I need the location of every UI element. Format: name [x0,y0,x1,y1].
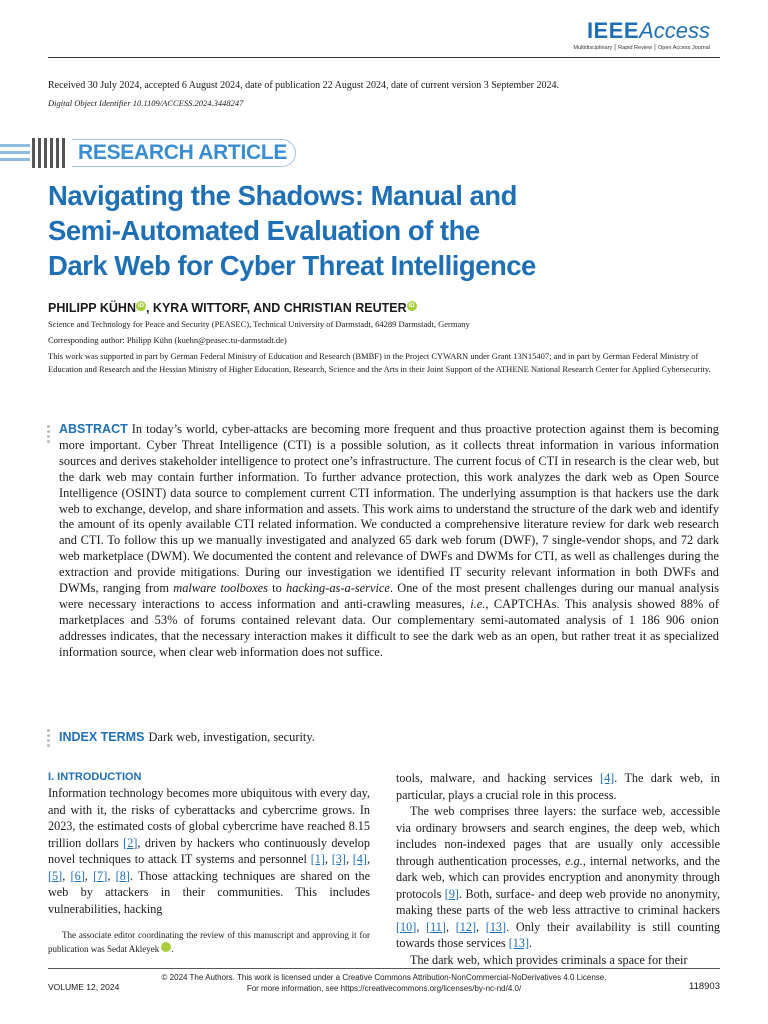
intro-text: , internal networks, and the dark web, which can provides encryption and anonymity through protocols [396,853,720,901]
research-article-banner [0,136,288,170]
intro-text: . [529,936,533,950]
index-terms-heading: INDEX TERMS [59,730,145,744]
funding-statement: This work was supported in part by German Federal Ministry of Education and Research (BMBF) in the Project CYWARN under Grant 13N15407; and in part by German Federal Ministry of Education and Research and the Hessian Ministry of Higher Education, Research, Science and the Arts in their Joint Support of the ATHENE National Research Center for Applied Cybersecurity. [48,351,711,374]
title-line: Semi-Automated Evaluation of the [48,215,480,246]
page-number: 118903 [689,981,720,992]
author-name: PHILIPP KÜHN [48,301,136,316]
abstract-text: . One of the most present challenges during our manual analysis were necessary interactions to access information and anti-crawling measures, [59,581,719,611]
index-terms-text: Dark web, investigation, security. [148,730,315,744]
intro-text: Information technology becomes more ubiquitous with every day, and with it, the risks of cyberattacks and cybercrime grows. In 2023, the estimated costs of global cybercrime have reached 8.15 trillion dollars [48,786,370,850]
citation-link[interactable]: [4] [600,771,615,785]
intro-text: , driven by hackers who continuously develop novel techniques to attack IT systems and personnel [48,835,370,866]
author-names-rest: , KYRA WITTORF, AND CHRISTIAN REUTER [145,301,407,316]
volume-label: VOLUME 12, 2024 [48,982,120,992]
title-line: Navigating the Shadows: Manual and [48,180,517,211]
abstract-dots-icon [47,425,51,445]
citation-link[interactable]: [8] [115,868,130,883]
doi-line[interactable]: Digital Object Identifier 10.1109/ACCESS.2024.3448247 [48,98,244,108]
intro-text: . The dark web, in particular, plays a crucial role in this process. [396,771,720,802]
abstract-text: to [267,581,287,596]
journal-logo [573,20,710,51]
banner-label: RESEARCH ARTICLE [72,139,296,167]
license-line: © 2024 The Authors. This work is licensed under a Creative Commons Attribution-NonCommercial-NoDerivatives 4.0 License. [161,973,607,982]
paper-title [48,178,688,283]
intro-text: . Only their availability is still counting towards those services [396,919,721,950]
abstract-text: , CAPTCHAs. This analysis showed 88% of marketplaces and 53% of forums contained relevant data. Our complementary semi-automated analysis of 1 186 906 onion addresses indicates, that the necessary interaction makes it difficult to see the dark web as an open, but rather treat it as specialized information source, when clear web information does not suffice. [59,596,719,659]
abstract-emphasis: i.e. [470,596,486,611]
abstract-text: In today’s world, cyber-attacks are becoming more frequent and thus proactive protection against them is becoming more important. Cyber Threat Intelligence (CTI) is a possible solution, as it collects threat information in various information sources and derives stakeholder intelligence to protect one’s infrastructure. The current focus of CTI in research is the clear web, but the dark web may contain further information. To further advance protection, this work analyzes the dark web as Open Source Intelligence (OSINT) data source to complement current CTI information. The underlying assumption is that hackers use the dark web to exchange, develop, and share information and assets. This work aims to understand the structure of the dark web and identify the amount of its openly available CTI related information. We conducted a comprehensive literature review for dark web research and CTI. To follow this up we manually investigated and analyzed 65 dark web forum (DWF), 7 single-vendor shops, and 72 dark web marketplace (DWM). We documented the content and relevance of DWFs and DWMs for CTI, as well as challenges during the extraction and provide mitigations. During our investigation we identified IT security relevant information in both DWFs and DWMs, ranging from [59,422,719,596]
citation-link[interactable]: [13] [508,936,530,950]
index-terms [59,730,315,745]
journal-logo-ieee: IEEE [586,18,640,43]
intro-paragraph [396,770,720,803]
editor-note-text: The associate editor coordinating the review of this manuscript and approving it for publication was Sedat Akleyek [48,930,370,954]
corresponding-author: Corresponding author: Philipp Kühn (kuehn@peasec.tu-darmstadt.de) [48,335,287,345]
footer-divider [48,968,720,969]
intro-text: The web comprises three layers: the surface web, accessible via ordinary browsers and search engines, the deep web, which includes non-indexed pages that are usually only accessible through authentication processes, [396,804,720,868]
license-url[interactable]: For more information, see https://creativecommons.org/licenses/by-nc-nd/4.0/ [246,984,522,993]
citation-link[interactable]: [13] [485,919,507,934]
journal-tagline: Multidisciplinary ⎮ Rapid Review ⎮ Open Access Journal [573,45,710,51]
citation-link[interactable]: [6] [70,868,85,883]
citation-link[interactable]: [4] [352,852,367,866]
citation-link[interactable]: [9] [444,886,459,901]
intro-paragraph: The web comprises three layers: the surface web, accessible via ordinary browsers and search engines, the deep web, which includes non-indexed pages that are usually only accessible through authentication processes, e.g., internal networks, and the dark web, which can provides encryption and anonymity through protocols [9]. Both, surface- and deep web provide no anonymity, making these parts of the web less attractive to criminal hackers [10], [11], [12], [13]. Only their availability is still counting towards those services [13]. [396,804,721,950]
orcid-icon[interactable]: iD [161,942,171,952]
intro-text: . Those attacking techniques are shared on the web by attackers in their communities. This includes vulnerabilities, hacking [48,868,370,916]
intro-text: tools, malware, and hacking services [396,771,601,785]
orcid-icon[interactable]: iD [137,303,144,309]
editor-note: The associate editor coordinating the review of this manuscript and approving it for publication was Sedat Akleyek iD. [48,930,370,954]
citation-link[interactable]: [3] [331,852,346,866]
intro-text: . Both, surface- and deep web provide no anonymity, making these parts of the web less attractive to criminal hackers [396,886,721,917]
orcid-icon[interactable]: iD [408,303,415,309]
citation-link[interactable]: [5] [48,868,63,883]
citation-link[interactable]: [1] [310,852,325,866]
header-divider [48,57,720,58]
body-right-column [396,770,720,968]
citation-link[interactable]: [7] [93,868,108,883]
title-line: Dark Web for Cyber Threat Intelligence [48,250,536,281]
journal-logo-access: Access [639,18,710,43]
abstract [59,422,719,661]
body-left-column [48,770,370,917]
intro-text: The dark web, which provides criminals a space for their [410,952,688,967]
intro-paragraph [396,952,720,969]
abstract-heading: ABSTRACT [59,422,128,436]
received-dates: Received 30 July 2024, accepted 6 August 2024, date of publication 22 August 2024, date of current version 3 September 2024. [48,80,560,91]
intro-emphasis: e.g. [565,853,583,868]
index-terms-dots-icon [47,729,51,749]
citation-link[interactable]: [11] [426,919,446,934]
banner-stripes-icon [0,136,66,170]
citation-link[interactable]: [12] [455,919,477,934]
abstract-emphasis: hacking-as-a-service [286,581,390,596]
citation-link[interactable]: [10] [396,919,417,934]
abstract-emphasis: malware toolboxes [173,581,268,596]
intro-paragraph: Information technology becomes more ubiquitous with every day, and with it, the risks of cyberattacks and cybercrime grows. In 2023, the estimated costs of global cybercrime have reached 8.15 trillion dollars [2], driven by hackers who continuously develop novel techniques to attack IT systems and personnel [1], [3], [4], [5], [6], [7], [8]. Those attacking techniques are shared on the web by attackers in their communities. This includes vulnerabilities, hacking [48,786,371,916]
author-list [48,301,417,315]
citation-link[interactable]: [2] [123,835,138,850]
affiliation: Science and Technology for Peace and Security (PEASEC), Technical University of Darmstadt, 64289 Darmstadt, Germany [48,319,470,329]
section-heading-introduction: I. INTRODUCTION [48,771,142,783]
